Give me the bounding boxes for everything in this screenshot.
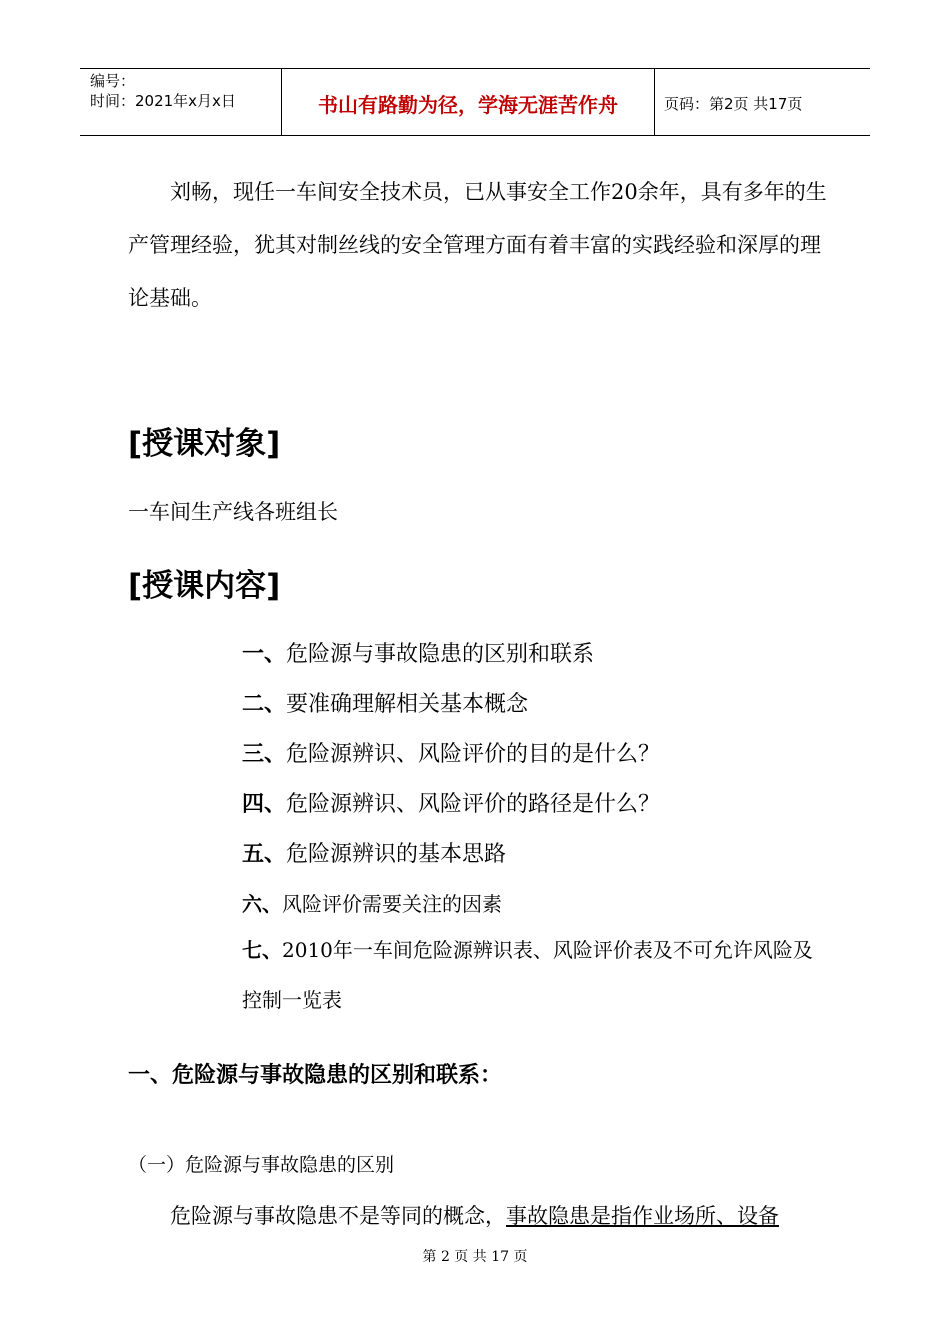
list-item: 七、2010年一车间危险源辨识表、风险评价表及不可允许风险及控制一览表 [242, 938, 813, 1012]
page-header [80, 68, 870, 136]
list-item: 二、要准确理解相关基本概念 [242, 691, 529, 717]
list-item: 四、危险源辨识、风险评价的路径是什么？ [242, 791, 661, 817]
list-item: 五、危险源辨识的基本思路 [242, 841, 507, 867]
underlined-text: 事故隐患是指作业场所、设备 [506, 1204, 779, 1228]
header-number-label: 编号： [90, 72, 136, 90]
list-item: 六、风险评价需要关注的因素 [242, 892, 502, 916]
content-heading: [授课内容] [128, 568, 281, 604]
list-item: 三、危险源辨识、风险评价的目的是什么？ [242, 741, 661, 767]
header-divider [654, 69, 655, 135]
intro-paragraph: 刘畅，现任一车间安全技术员，已从事安全工作20余年，具有多年的生产管理经验，犹其对制丝线的安全管理方面有着丰富的实践经验和深厚的理论基础。 [128, 180, 827, 310]
header-page-label: 页码：第2页 共17页 [664, 95, 803, 113]
header-motto: 书山有路勤为径，学海无涯苦作舟 [318, 93, 618, 117]
page-footer: 第 2 页 共 17 页 [422, 1249, 528, 1265]
list-item: 一、危险源与事故隐患的区别和联系 [242, 641, 595, 667]
audience-text: 一车间生产线各班组长 [128, 500, 338, 524]
section-paragraph: 危险源与事故隐患不是等同的概念，事故隐患是指作业场所、设备 [170, 1204, 779, 1228]
audience-heading: [授课对象] [128, 426, 281, 462]
header-time-label: 时间：2021年x月x日 [90, 92, 236, 110]
header-meta [90, 71, 236, 111]
section-subtitle: （一）危险源与事故隐患的区别 [128, 1154, 395, 1176]
section-title: 一、危险源与事故隐患的区别和联系： [128, 1063, 503, 1088]
